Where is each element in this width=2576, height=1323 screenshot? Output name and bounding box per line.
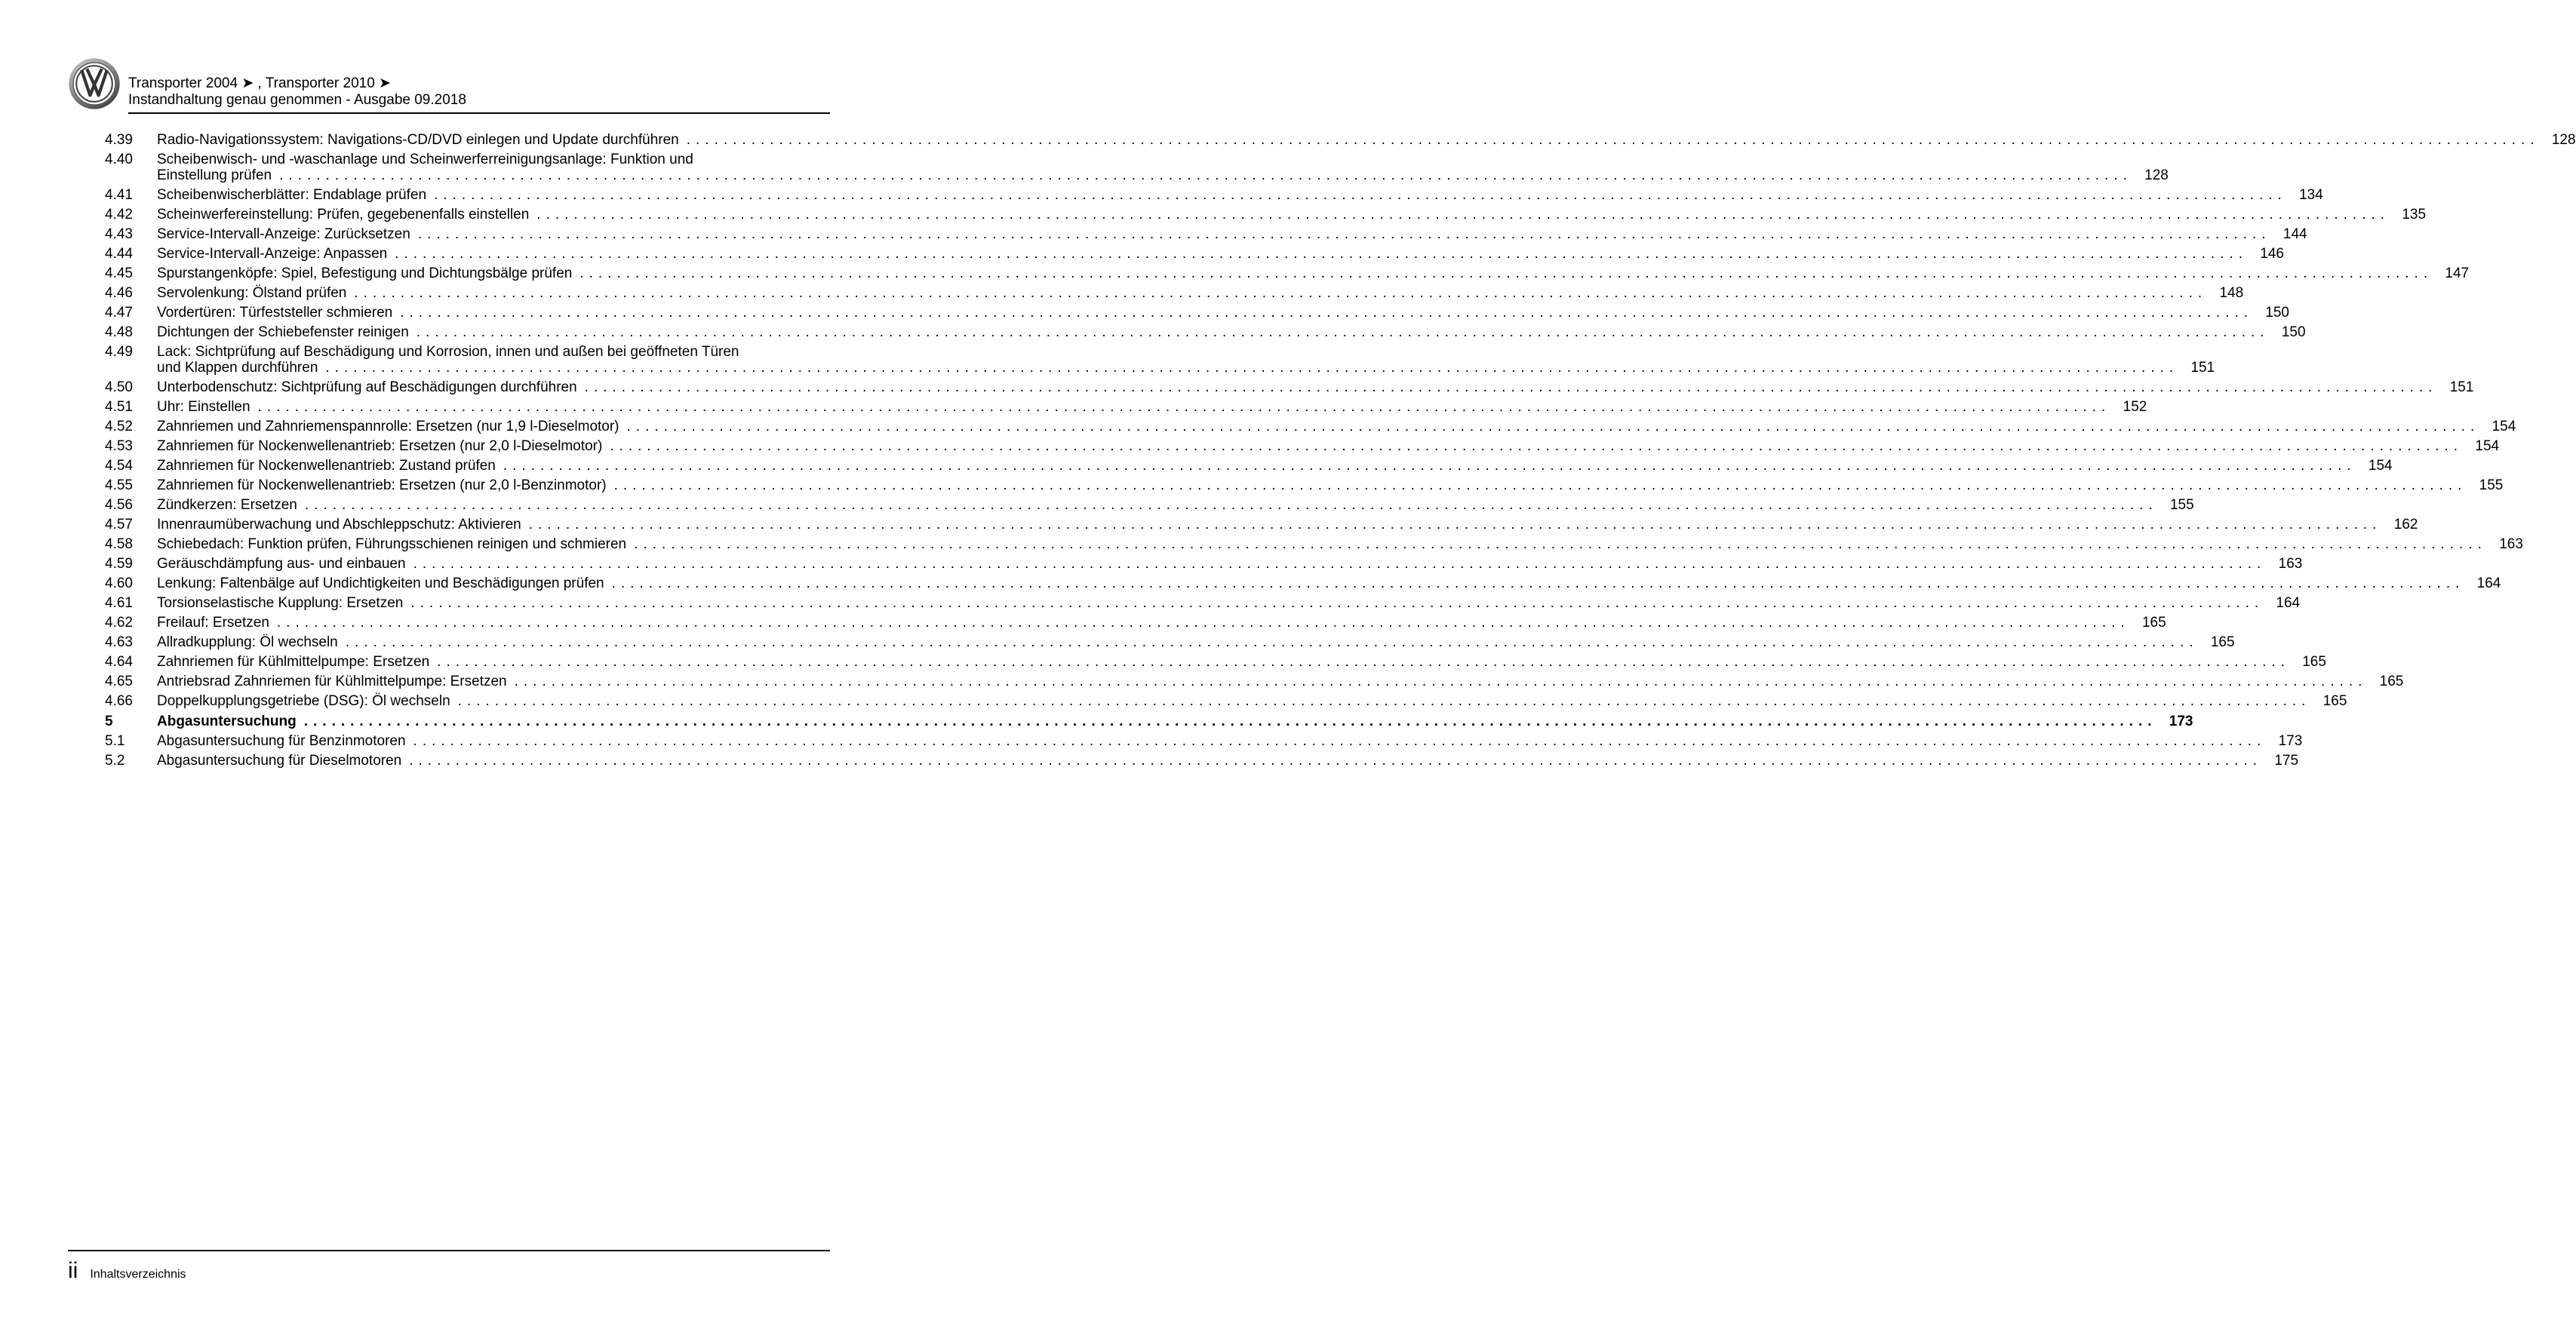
toc-entry[interactable] [105, 576, 2501, 591]
toc-entry-page: 128 [2551, 132, 2576, 148]
dot-leader: ........................................................................................................................................................................................................ [410, 595, 2264, 611]
toc-entry-number: 4.65 [105, 674, 133, 689]
toc-entry-title-line: Scheibenwisch- und -waschanlage und Scheinwerferreinigungsanlage: Funktion und [157, 152, 693, 167]
toc-entry-number: 4.66 [105, 693, 133, 709]
toc-entry[interactable] [105, 226, 2307, 242]
toc-entry-number: 4.62 [105, 615, 133, 631]
dot-leader: ........................................................................................................................................................................................................ [413, 556, 2267, 572]
toc-entry[interactable] [105, 399, 2147, 415]
toc-entry-page: 151 [2190, 360, 2215, 376]
table-of-contents [105, 132, 2576, 772]
toc-entry-title: Unterbodenschutz: Sichtprüfung auf Beschädigungen durchführen [157, 379, 577, 395]
dot-leader: ........................................................................................................................................................................................................ [304, 497, 2158, 513]
dot-leader: ........................................................................................................................................................................................................ [686, 132, 2540, 148]
toc-entry-title: Zahnriemen für Nockenwellenantrieb: Ersetzen (nur 2,0 l-Benzinmotor) [157, 477, 607, 493]
section-label: Inhaltsverzeichnis [90, 1268, 186, 1281]
toc-entry-page: 148 [2219, 285, 2244, 301]
toc-entry-number: 4.48 [105, 324, 133, 340]
toc-entry[interactable] [105, 477, 2504, 493]
toc-entry[interactable] [105, 595, 2301, 611]
toc-entry[interactable] [105, 266, 2470, 281]
toc-entry[interactable] [105, 132, 2576, 148]
toc-entry-title: Radio-Navigationssystem: Navigations-CD/DVD einlegen und Update durchführen [157, 132, 679, 148]
page-number: ii [68, 1258, 78, 1283]
toc-entry-title: Service-Intervall-Anzeige: Anpassen [157, 246, 388, 262]
toc-entry-title: Doppelkupplungsgetriebe (DSG): Öl wechseln [157, 693, 450, 709]
toc-entry[interactable] [105, 458, 2393, 474]
toc-entry[interactable] [105, 753, 2299, 769]
toc-entry-number: 5.1 [105, 733, 125, 749]
toc-entry-number: 4.47 [105, 305, 133, 321]
toc-entry-title: Freilauf: Ersetzen [157, 615, 269, 631]
toc-entry-number: 4.59 [105, 556, 133, 572]
toc-entry-number: 4.43 [105, 226, 133, 242]
dot-leader: ........................................................................................................................................................................................................ [610, 438, 2464, 454]
toc-entry-number: 4.55 [105, 477, 133, 493]
toc-entry-page: 162 [2393, 517, 2418, 533]
toc-entry-title: und Klappen durchführen [157, 360, 318, 376]
toc-entry[interactable] [105, 419, 2516, 434]
toc-entry-number: 4.58 [105, 536, 133, 552]
toc-entry-page: 163 [2499, 536, 2523, 552]
toc-entry-number: 4.39 [105, 132, 133, 148]
toc-entry-title: Abgasuntersuchung für Benzinmotoren [157, 733, 406, 749]
toc-entry[interactable] [105, 438, 2500, 454]
toc-entry-number: 4.49 [105, 344, 133, 360]
dot-leader: ........................................................................................................................................................................................................ [417, 226, 2271, 242]
dot-leader: ........................................................................................................................................................................................................ [303, 714, 2157, 729]
toc-entry-number: 4.53 [105, 438, 133, 454]
dot-leader: ........................................................................................................................................................................................................ [437, 654, 2290, 670]
toc-entry-title: Dichtungen der Schiebefenster reinigen [157, 324, 409, 340]
toc-entry-page: 134 [2299, 187, 2323, 203]
toc-entry-title: Scheinwerfereinstellung: Prüfen, gegebenenfalls einstellen [157, 207, 530, 223]
header-line-2: Instandhaltung genau genommen - Ausgabe 09.2018 [128, 92, 466, 108]
toc-entry-number: 4.56 [105, 497, 133, 513]
toc-entry[interactable] [105, 305, 2289, 321]
dot-leader: ........................................................................................................................................................................................................ [400, 305, 2253, 321]
dot-leader: ........................................................................................................................................................................................................ [325, 360, 2179, 376]
toc-entry-title: Torsionselastische Kupplung: Ersetzen [157, 595, 404, 611]
toc-entry-page: 175 [2274, 753, 2299, 769]
toc-entry-number: 5 [105, 714, 113, 729]
toc-entry[interactable] [105, 246, 2284, 262]
toc-entry-page: 150 [2281, 324, 2306, 340]
dot-leader: ........................................................................................................................................................................................................ [503, 458, 2356, 474]
toc-entry[interactable] [105, 733, 2303, 749]
toc-entry-title: Vordertüren: Türfeststeller schmieren [157, 305, 393, 321]
toc-entry-title: Abgasuntersuchung für Dieselmotoren [157, 753, 402, 769]
toc-entry[interactable] [105, 497, 2194, 513]
toc-entry-page: 165 [2379, 674, 2404, 689]
toc-entry-title: Allradkupplung: Öl wechseln [157, 634, 338, 650]
toc-entry-page: 155 [2169, 497, 2194, 513]
toc-entry-number: 4.50 [105, 379, 133, 395]
dot-leader: ........................................................................................................................................................................................................ [276, 615, 2130, 631]
toc-entry-number: 4.60 [105, 576, 133, 591]
toc-entry-title: Scheibenwischerblätter: Endablage prüfen [157, 187, 427, 203]
dot-leader: ........................................................................................................................................................................................................ [634, 536, 2487, 552]
toc-entry-page: 155 [2479, 477, 2504, 493]
toc-entry-title: Innenraumüberwachung und Abschleppschutz: Aktivieren [157, 517, 521, 533]
toc-entry-title: Abgasuntersuchung [157, 714, 297, 729]
toc-entry-title-line: Lack: Sichtprüfung auf Beschädigung und Korrosion, innen und außen bei geöffneten Türen [157, 344, 739, 360]
toc-entry-page: 173 [2169, 714, 2193, 729]
toc-entry-page: 154 [2368, 458, 2393, 474]
page-footer [68, 1258, 186, 1284]
toc-entry-page: 135 [2402, 207, 2427, 223]
toc-entry[interactable] [105, 285, 2244, 301]
toc-entry-number: 4.45 [105, 266, 133, 281]
toc-entry-page: 150 [2265, 305, 2289, 321]
toc-entry-number: 4.52 [105, 419, 133, 434]
dot-leader: ........................................................................................................................................................................................................ [279, 167, 2132, 183]
toc-entry[interactable] [105, 693, 2347, 709]
toc-entry-page: 165 [2141, 615, 2166, 631]
toc-entry-number: 4.40 [105, 152, 133, 167]
toc-entry-title: Uhr: Einstellen [157, 399, 251, 415]
toc-entry-title: Zahnriemen für Nockenwellenantrieb: Zustand prüfen [157, 458, 496, 474]
toc-entry-number: 4.61 [105, 595, 133, 611]
dot-leader: ........................................................................................................................................................................................................ [413, 733, 2267, 749]
document-title [128, 75, 466, 109]
toc-entry-number: 4.41 [105, 187, 133, 203]
toc-entry-number: 5.2 [105, 753, 125, 769]
toc-entry-number: 4.63 [105, 634, 133, 650]
toc-entry-page: 154 [2475, 438, 2500, 454]
toc-entry-number: 4.54 [105, 458, 133, 474]
dot-leader: ........................................................................................................................................................................................................ [257, 399, 2111, 415]
dot-leader: ........................................................................................................................................................................................................ [579, 266, 2433, 281]
toc-entry-title: Zahnriemen für Kühlmittelpumpe: Ersetzen [157, 654, 430, 670]
toc-entry[interactable] [105, 344, 2215, 376]
toc-entry-number: 4.46 [105, 285, 133, 301]
dot-leader: ........................................................................................................................................................................................................ [354, 285, 2208, 301]
toc-entry[interactable] [105, 207, 2427, 223]
dot-leader: ........................................................................................................................................................................................................ [536, 207, 2390, 223]
toc-entry-title: Zahnriemen und Zahnriemenspannrolle: Ersetzen (nur 1,9 l-Dieselmotor) [157, 419, 619, 434]
toc-entry-title: Schiebedach: Funktion prüfen, Führungsschienen reinigen und schmieren [157, 536, 627, 552]
dot-leader: ........................................................................................................................................................................................................ [345, 634, 2199, 650]
footer-divider [68, 1250, 830, 1251]
toc-entry[interactable] [105, 615, 2166, 631]
header-line-1: Transporter 2004 ➤ , Transporter 2010 ➤ [128, 75, 391, 91]
toc-entry-title: Antriebsrad Zahnriemen für Kühlmittelpumpe: Ersetzen [157, 674, 507, 689]
toc-entry-page: 147 [2445, 266, 2470, 281]
toc-entry-title: Geräuschdämpfung aus- und einbauen [157, 556, 406, 572]
toc-entry-number: 4.64 [105, 654, 133, 670]
toc-entry-page: 144 [2282, 226, 2307, 242]
toc-entry-page: 151 [2449, 379, 2474, 395]
toc-entry-number: 4.51 [105, 399, 133, 415]
dot-leader: ........................................................................................................................................................................................................ [457, 693, 2311, 709]
dot-leader: ........................................................................................................................................................................................................ [416, 324, 2270, 340]
dot-leader: ........................................................................................................................................................................................................ [613, 477, 2467, 493]
toc-entry-title: Zahnriemen für Nockenwellenantrieb: Ersetzen (nur 2,0 l-Dieselmotor) [157, 438, 603, 454]
toc-entry-page: 163 [2278, 556, 2303, 572]
dot-leader: ........................................................................................................................................................................................................ [434, 187, 2287, 203]
toc-entry-page: 154 [2491, 419, 2516, 434]
toc-entry-page: 165 [2302, 654, 2326, 670]
toc-entry[interactable] [105, 674, 2404, 689]
dot-leader: ........................................................................................................................................................................................................ [395, 246, 2248, 262]
toc-entry[interactable] [105, 654, 2326, 670]
toc-entry-page: 128 [2144, 167, 2169, 183]
toc-entry-title: Spurstangenköpfe: Spiel, Befestigung und Dichtungsbälge prüfen [157, 266, 573, 281]
toc-entry-page: 152 [2123, 399, 2147, 415]
toc-entry[interactable] [105, 187, 2323, 203]
toc-entry-title: Einstellung prüfen [157, 167, 272, 183]
toc-entry-title: Servolenkung: Ölstand prüfen [157, 285, 347, 301]
dot-leader: ........................................................................................................................................................................................................ [409, 753, 2263, 769]
toc-entry-page: 164 [2276, 595, 2301, 611]
toc-entry[interactable] [105, 517, 2418, 533]
header-divider [128, 112, 830, 114]
toc-entry-page: 146 [2260, 246, 2284, 262]
toc-entry-number: 4.44 [105, 246, 133, 262]
toc-entry-number: 4.57 [105, 517, 133, 533]
toc-entry-page: 173 [2278, 733, 2303, 749]
toc-entry-title: Service-Intervall-Anzeige: Zurücksetzen [157, 226, 410, 242]
dot-leader: ........................................................................................................................................................................................................ [626, 419, 2480, 434]
toc-entry[interactable] [105, 152, 2169, 183]
dot-leader: ........................................................................................................................................................................................................ [514, 674, 2368, 689]
dot-leader: ........................................................................................................................................................................................................ [584, 379, 2438, 395]
dot-leader: ........................................................................................................................................................................................................ [528, 517, 2382, 533]
toc-entry-page: 164 [2476, 576, 2501, 591]
toc-entry-number: 4.42 [105, 207, 133, 223]
toc-entry-page: 165 [2210, 634, 2235, 650]
toc-entry[interactable] [105, 324, 2306, 340]
toc-entry-page: 165 [2322, 693, 2347, 709]
toc-entry-title: Zündkerzen: Ersetzen [157, 497, 297, 513]
toc-entry[interactable] [105, 536, 2523, 552]
toc-entry[interactable] [105, 379, 2474, 395]
toc-entry[interactable] [105, 634, 2235, 650]
toc-chapter-entry[interactable] [105, 714, 2193, 729]
vw-logo-icon [68, 57, 121, 110]
toc-entry-title: Lenkung: Faltenbälge auf Undichtigkeiten und Beschädigungen prüfen [157, 576, 604, 591]
toc-entry[interactable] [105, 556, 2303, 572]
dot-leader: ........................................................................................................................................................................................................ [611, 576, 2465, 591]
page-header [68, 53, 830, 113]
